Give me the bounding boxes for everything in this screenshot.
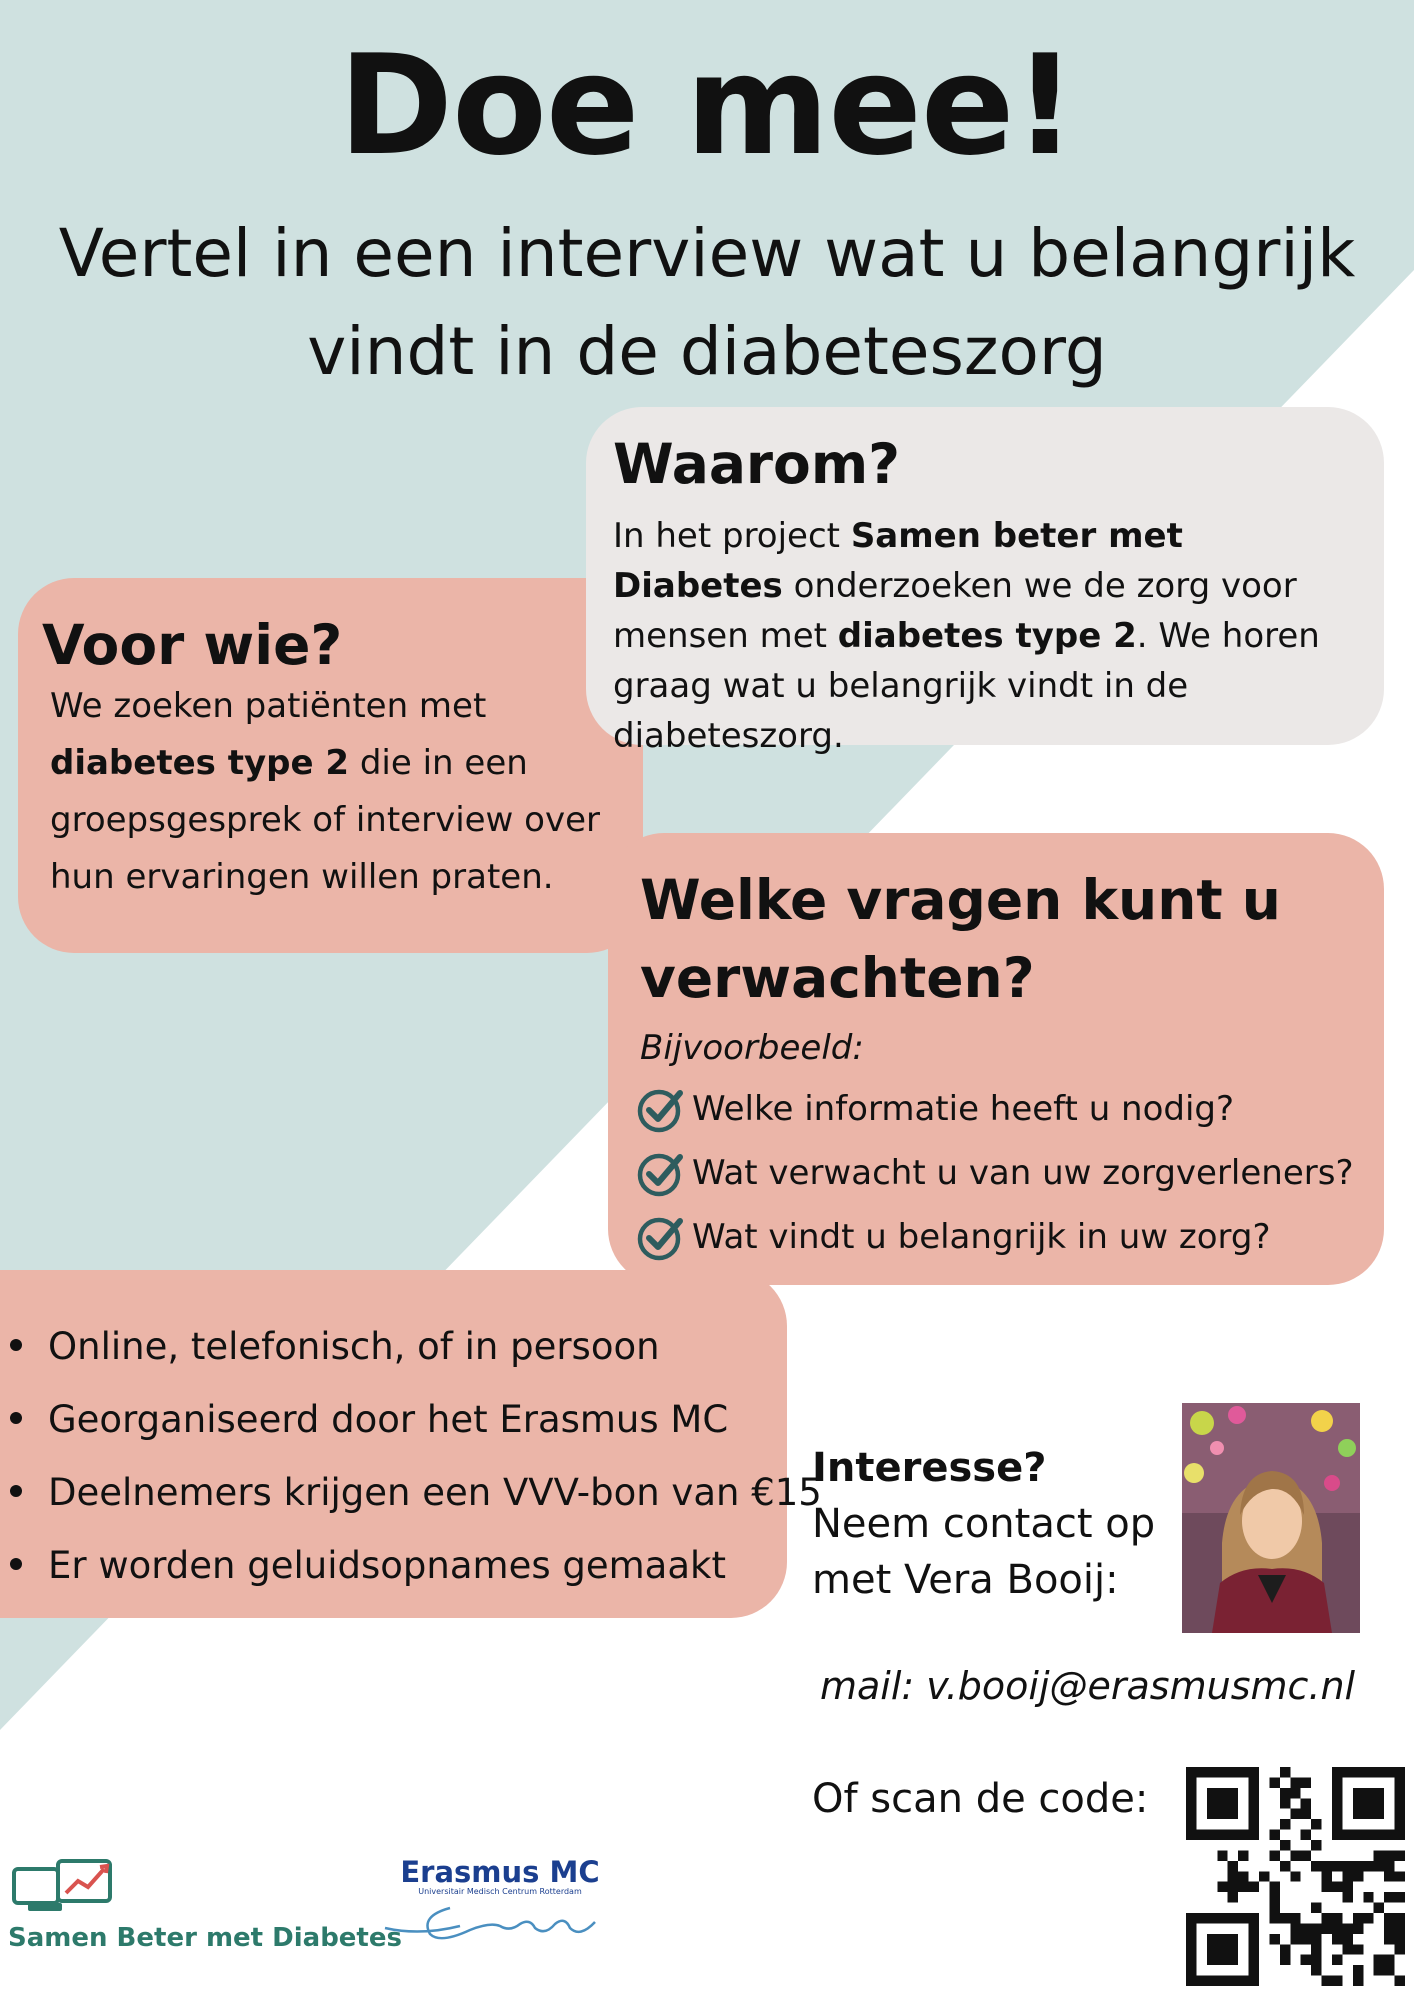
voor-wie-card (18, 578, 643, 953)
question-item: Wat vindt u belangrijk in uw zorg? (640, 1205, 1364, 1269)
qr-code[interactable] (1186, 1767, 1405, 1986)
question-item: Welke informatie heeft u nodig? (640, 1077, 1364, 1141)
question-item: Wat verwacht u van uw zorgverleners? (640, 1141, 1364, 1205)
vragen-heading: Welke vragen kunt u verwachten? (640, 868, 1281, 1010)
info-card (0, 1270, 822, 1618)
emc-logo-text: Erasmus MC (400, 1855, 600, 1889)
info-item: Online, telefonisch, of in persoon (10, 1310, 767, 1383)
info-list (10, 1310, 822, 1602)
waarom-card (586, 407, 1384, 756)
subtitle-line-2: vindt in de diabeteszorg (307, 313, 1107, 390)
emc-logo-subtext: Universitair Medisch Centrum Rotterdam (418, 1887, 582, 1896)
sbd-logo-text: Samen Beter met Diabetes (8, 1923, 402, 1953)
page-subtitle (20, 205, 1394, 401)
subtitle-line-1: Vertel in een interview wat u belangrijk (58, 215, 1356, 292)
page-title: Doe mee! (338, 25, 1076, 186)
info-item: Georganiseerd door het Erasmus MC (10, 1383, 767, 1456)
question-list (640, 1077, 1364, 1269)
sbd-logo-icon (8, 1855, 118, 1917)
voor-wie-text: We zoeken patiënten met diabetes type 2 die in een groepsgesprek of interview over hun ervaringen willen praten. (50, 686, 600, 897)
erasmus-signature-icon (380, 1896, 620, 1946)
samen-beter-logo (8, 1855, 402, 1953)
waarom-text: In het project Samen beter met Diabetes onderzoeken we de zorg voor mensen met diabetes type 2. We horen graag wat u belangrijk vindt in de diabeteszorg. (613, 516, 1320, 756)
bullet-icon (10, 1485, 22, 1497)
contact-email[interactable]: mail: v.booij@erasmusmc.nl (820, 1664, 1356, 1708)
voor-wie-heading: Voor wie? (42, 613, 343, 677)
contact-line-2: met Vera Booij: (812, 1557, 1119, 1603)
check-circle-icon (636, 1148, 686, 1198)
vragen-card (608, 833, 1384, 1285)
contact-block (812, 1440, 1155, 1608)
contact-photo (1182, 1403, 1360, 1633)
erasmus-mc-logo (380, 1855, 620, 1950)
waarom-heading: Waarom? (613, 432, 901, 496)
bullet-icon (10, 1558, 22, 1570)
contact-heading: Interesse? (812, 1445, 1047, 1491)
bullet-icon (10, 1339, 22, 1351)
info-item: Er worden geluidsopnames gemaakt (10, 1529, 767, 1602)
check-circle-icon (636, 1084, 686, 1134)
example-label: Bijvoorbeeld: (640, 1028, 864, 1068)
bullet-icon (10, 1412, 22, 1424)
scan-label: Of scan de code: (812, 1776, 1149, 1822)
check-circle-icon (636, 1212, 686, 1262)
info-item: Deelnemers krijgen een VVV-bon van €15 (10, 1456, 767, 1529)
contact-line-1: Neem contact op (812, 1501, 1156, 1547)
